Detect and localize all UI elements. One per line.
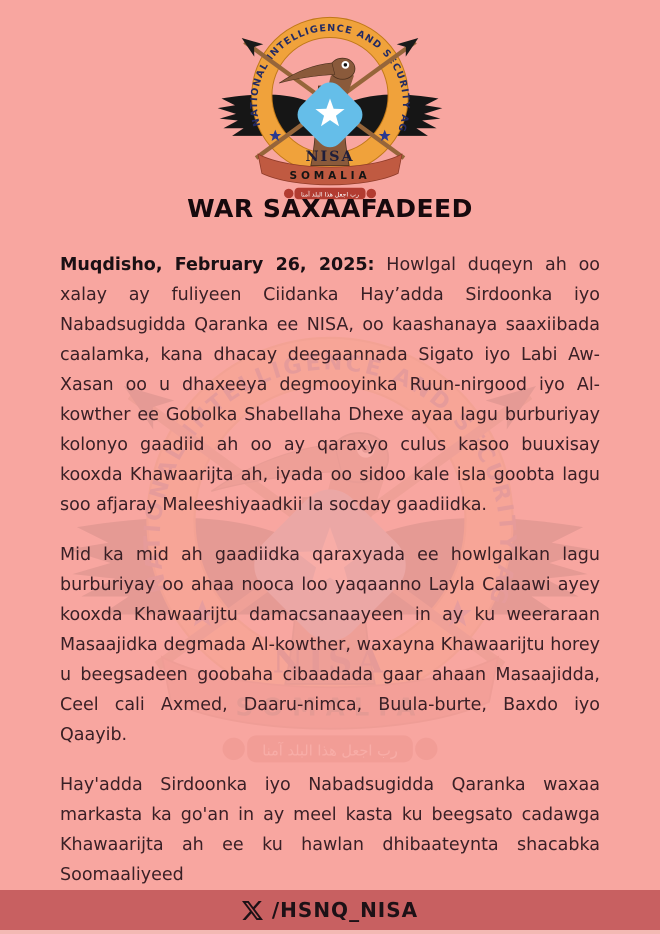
paragraph-3: Hay'adda Sirdoonka iyo Nabadsugidda Qaranka waxaa markasta ka go'an in ay meel kasta ku beegsato cadawga Khawaarijta ah ee ku hawlan dhibaateynta shacabka Soomaaliyeed — [60, 775, 600, 885]
footer-band — [0, 890, 660, 930]
x-handle: /HSNQ_NISA — [271, 898, 419, 922]
paragraph-1 — [60, 250, 600, 520]
nisa-logo — [210, 14, 450, 201]
x-twitter-icon — [242, 900, 263, 921]
bottom-strip — [0, 930, 660, 934]
body-content — [60, 250, 600, 934]
paragraph-1-text: Howlgal duqeyn ah oo xalay ay fuliyeen Ciidanka Hay’adda Sirdoonka iyo Nabadsugidda Qaranka ee NISA, oo kaashanaya saaxiibada caalamka, kana dhacay deegaannada Sigato iyo Labi Aw-Xasan oo u dhaxeeya degmooyinka Ruun-nirgood iyo Al-kowther ee Gobolka Shabellaha Dhexe ayaa lagu burburiyay kolonyo gaadiid ah oo ay qaraxyo culus kasoo buuxisay kooxda Khawaarijta ah, iyada oo sidoo kale isla goobta lagu soo afjaray Maleeshiyaadkii la socday gaadiidka. — [60, 255, 600, 515]
dateline: Muqdisho, February 26, 2025: — [60, 255, 375, 275]
page-title: WAR SAXAAFADEED — [187, 194, 473, 223]
paragraph-2: Mid ka mid ah gaadiidka qaraxyada ee howlgalkan lagu burburiyay oo ahaa nooca loo yaqaanno Layla Calaawi ayey kooxda Khawaarijtu damacsanaayeen in ay ku weeraraan Masaajidka degmada Al-kowther, waxayna Khawaarijtu horey u beegsadeen goobaha cibaadada gaar ahaan Masaajidda, Ceel cali Axmed, Daaru-nimca, Buula-burte, Baxdo iyo Qaayib. — [60, 545, 600, 745]
